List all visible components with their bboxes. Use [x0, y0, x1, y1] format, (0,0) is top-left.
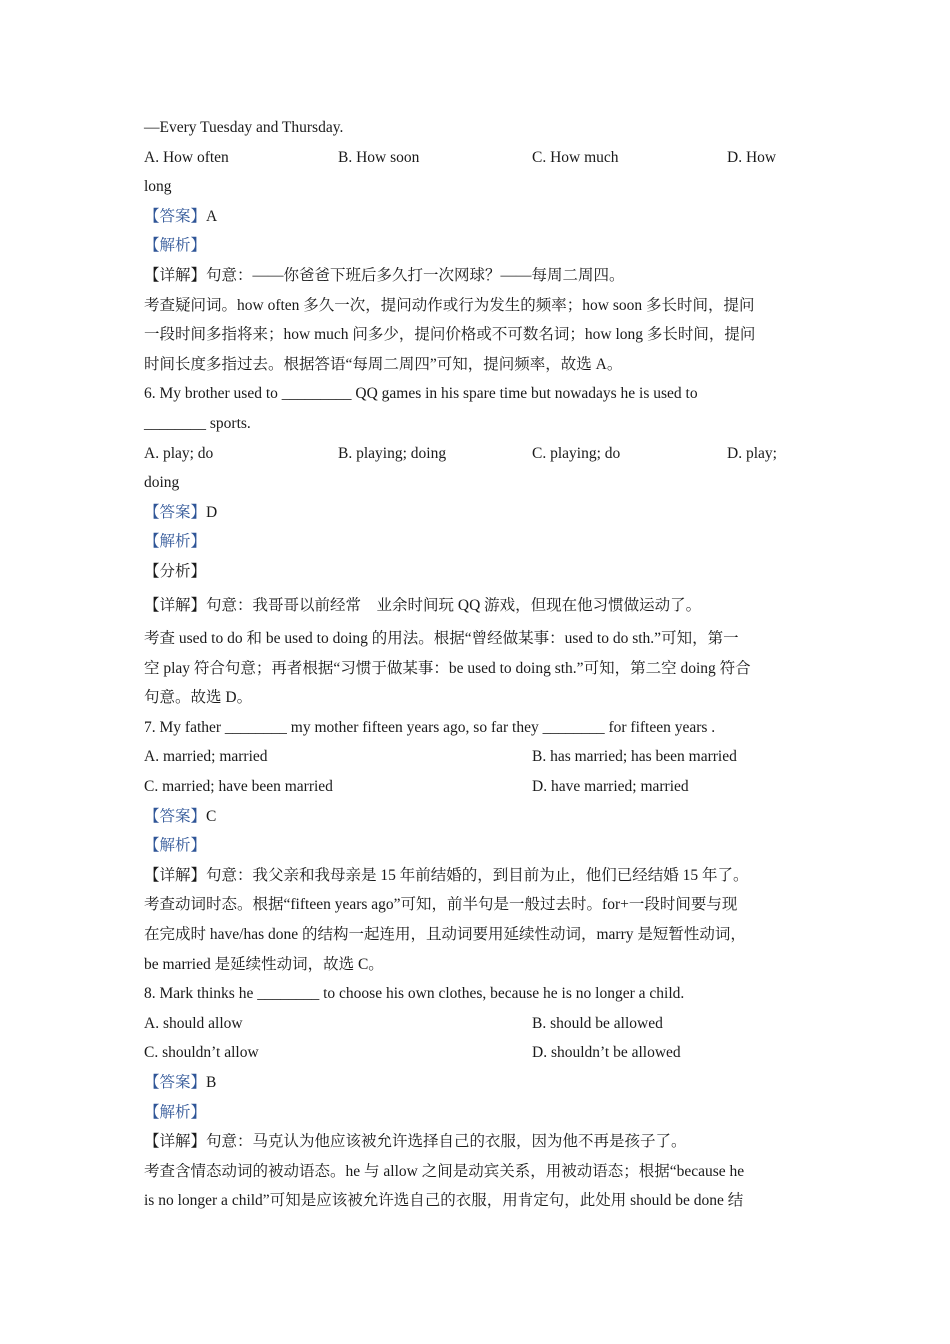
- q7-options-row-2: [144, 772, 808, 802]
- q5-answer-line: —Every Tuesday and Thursday.: [144, 119, 344, 136]
- q6-analysis-tag: 【解析】: [144, 533, 207, 551]
- q6-option-b: B. playing; doing: [338, 444, 447, 462]
- answer-tag: 【答案】: [144, 807, 207, 825]
- q6-detail-4: 句意。故选 D。: [144, 689, 253, 707]
- q5-option-c: C. How much: [532, 148, 619, 166]
- q5-detail-3: 一段时间多指将来；how much 问多少，提问价格或不可数名词；how long 多长时间，提问: [144, 326, 756, 344]
- q8-option-c: C. shouldn’t allow: [144, 1044, 259, 1062]
- q6-option-a: A. play; do: [144, 444, 214, 462]
- q6-stem-1: 6. My brother used to _________ QQ games in his spare time but nowadays he is used to: [144, 385, 698, 403]
- q5-option-d: D. How: [727, 148, 777, 166]
- q8-option-b: B. should be allowed: [532, 1014, 663, 1032]
- q7-detail-4: be married 是延续性动词，故选 C。: [144, 955, 384, 973]
- q7-option-a: A. married; married: [144, 748, 268, 766]
- q7-detail-3: 在完成时 have/has done 的结构一起连用，且动词要用延续性动词，marry 是短暂性动词，: [144, 926, 746, 944]
- q8-analysis-tag: 【解析】: [144, 1103, 207, 1121]
- q7-options-row-1: [144, 742, 808, 772]
- q5-option-a: A. How often: [144, 148, 229, 166]
- q6-options: [144, 439, 808, 469]
- q6-fenxi-tag: 【分析】: [144, 562, 207, 580]
- answer-value: C: [206, 807, 217, 825]
- q5-options: [144, 143, 808, 173]
- q6-option-d: D. play;: [727, 444, 777, 462]
- q6-option-c: C. playing; do: [532, 444, 621, 462]
- q8-option-a: A. should allow: [144, 1014, 243, 1032]
- answer-value: D: [206, 503, 218, 521]
- q8-options-row-2: [144, 1038, 808, 1068]
- q5-detail-1: 【详解】句意：——你爸爸下班后多久打一次网球？——每周二周四。: [144, 266, 625, 284]
- q5-detail-2: 考查疑问词。how often 多久一次，提问动作或行为发生的频率；how soon 多长时间，提问: [144, 296, 755, 314]
- q7-stem: 7. My father ________ my mother fifteen years ago, so far they ________ for fifteen years .: [144, 718, 716, 736]
- q7-option-b: B. has married; has been married: [532, 748, 737, 766]
- q5-analysis-tag: 【解析】: [144, 237, 207, 255]
- q8-detail-3: is no longer a child”可知是应该被允许选自己的衣服，用肯定句，此处用 should be done 结: [144, 1192, 744, 1210]
- q8-detail-1: 【详解】句意：马克认为他应该被允许选择自己的衣服，因为他不再是孩子了。: [144, 1133, 687, 1151]
- q6-detail-2: 考查 used to do 和 be used to doing 的用法。根据“曾经做某事：used to do sth.”可知，第一: [144, 630, 739, 648]
- q6-answer: [144, 498, 808, 528]
- answer-value: A: [206, 207, 218, 225]
- q6-stem-2: ________ sports.: [144, 414, 251, 432]
- q8-stem: 8. Mark thinks he ________ to choose his own clothes, because he is no longer a child.: [144, 985, 685, 1003]
- answer-tag: 【答案】: [144, 207, 207, 225]
- q8-detail-2: 考查含情态动词的被动语态。he 与 allow 之间是动宾关系，用被动语态；根据“because he: [144, 1162, 745, 1180]
- q8-option-d: D. shouldn’t be allowed: [532, 1044, 681, 1062]
- page-content: [144, 113, 808, 1216]
- q7-option-c: C. married; have been married: [144, 778, 333, 796]
- answer-tag: 【答案】: [144, 1074, 207, 1091]
- q7-option-d: D. have married; married: [532, 778, 689, 796]
- q8-answer: [144, 1068, 808, 1098]
- q6-option-wrap: doing: [144, 474, 180, 492]
- q7-analysis-tag: 【解析】: [144, 837, 207, 855]
- answer-value: B: [206, 1074, 217, 1091]
- q6-detail-3: 空 play 符合句意；再者根据“习惯于做某事：be used to doing sth.”可知，第二空 doing 符合: [144, 659, 751, 677]
- q6-detail-1: 【详解】句意：我哥哥以前经常 业余时间玩 QQ 游戏，但现在他习惯做运动了。: [144, 596, 702, 614]
- q5-answer: [144, 202, 808, 232]
- q5-option-b: B. How soon: [338, 148, 420, 166]
- answer-tag: 【答案】: [144, 503, 207, 521]
- q5-detail-4: 时间长度多指过去。根据答语“每周二周四”可知，提问频率，故选 A。: [144, 355, 623, 373]
- q7-detail-2: 考查动词时态。根据“fifteen years ago”可知，前半句是一般过去时。for+一段时间要与现: [144, 896, 738, 914]
- q7-detail-1: 【详解】句意：我父亲和我母亲是 15 年前结婚的，到目前为止，他们已经结婚 15 年了。: [144, 866, 749, 884]
- q7-answer: [144, 802, 808, 832]
- q5-option-wrap: long: [144, 178, 172, 196]
- q8-options-row-1: [144, 1009, 808, 1039]
